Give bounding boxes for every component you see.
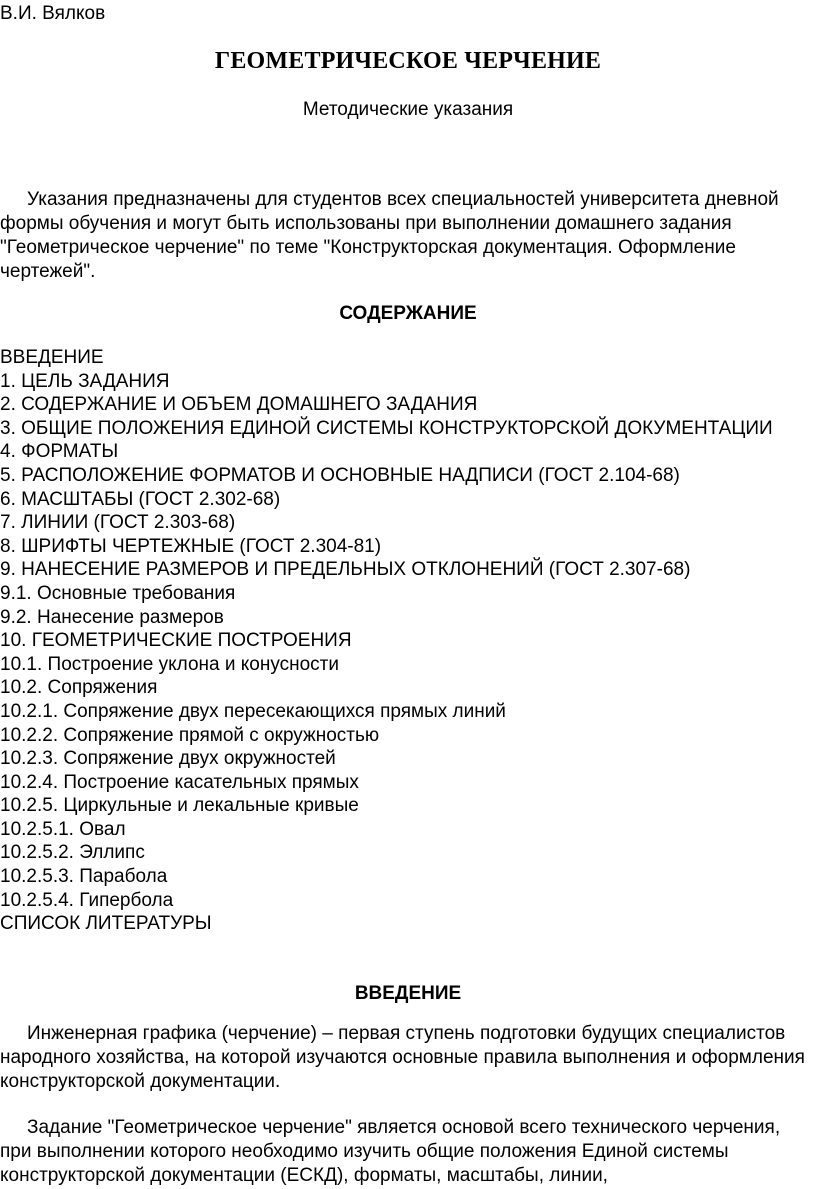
toc-item: 5. РАСПОЛОЖЕНИЕ ФОРМАТОВ И ОСНОВНЫЕ НАДПИСИ (ГОСТ 2.104-68) — [0, 464, 680, 486]
introduction-paragraph-1: Инженерная графика (черчение) – первая ступень подготовки будущих специалистов народного хозяйства, на которой изучаются основные правила выполнения и оформления конструкторской документации. — [0, 1023, 805, 1092]
toc-item: 8. ШРИФТЫ ЧЕРТЕЖНЫЕ (ГОСТ 2.304-81) — [0, 535, 382, 557]
document-title: ГЕОМЕТРИЧЕСКОЕ ЧЕРЧЕНИЕ — [214, 48, 602, 74]
toc-item: 9. НАНЕСЕНИЕ РАЗМЕРОВ И ПРЕДЕЛЬНЫХ ОТКЛОНЕНИЙ (ГОСТ 2.307-68) — [0, 559, 691, 581]
toc-item: 1. ЦЕЛЬ ЗАДАНИЯ — [0, 370, 170, 392]
toc-item: 2. СОДЕРЖАНИЕ И ОБЪЕМ ДОМАШНЕГО ЗАДАНИЯ — [0, 394, 478, 416]
introduction-paragraph-2: Задание "Геометрическое черчение" является основой всего технического черчения, при выполнении которого необходимо изучить общие положения Единой системы конструкторской документации (ЕСКД), форматы, масштабы, линии, — [0, 1117, 781, 1186]
toc-item: 10.2.1. Сопряжение двух пересекающихся прямых линий — [0, 700, 506, 722]
toc-item: 10.2.5.1. Овал — [0, 818, 126, 840]
introduction-heading: ВВЕДЕНИЕ — [354, 983, 462, 1004]
toc-item: 6. МАСШТАБЫ (ГОСТ 2.302-68) — [0, 488, 281, 510]
toc-item: 10.2.5.4. Гипербола — [0, 889, 174, 911]
toc-item: ВВЕДЕНИЕ — [0, 347, 104, 368]
toc-item: 10.2.3. Сопряжение двух окружностей — [0, 748, 336, 770]
toc-item: 3. ОБЩИЕ ПОЛОЖЕНИЯ ЕДИНОЙ СИСТЕМЫ КОНСТРУКТОРСКОЙ ДОКУМЕНТАЦИИ — [0, 417, 773, 439]
toc-item: 10.1. Построение уклона и конусности — [0, 653, 339, 675]
toc-item: 9.2. Нанесение размеров — [0, 606, 224, 628]
intro-paragraph: Указания предназначены для студентов всех специальностей университета дневной формы обучения и могут быть использованы при выполнении домашнего задания "Геометрическое черчение" по теме "Конструкторская документация. Оформление чертежей". — [0, 189, 779, 282]
document-subtitle: Методические указания — [302, 99, 514, 120]
toc-heading: СОДЕРЖАНИЕ — [339, 303, 477, 324]
toc-item: 10. ГЕОМЕТРИЧЕСКИЕ ПОСТРОЕНИЯ — [0, 630, 352, 652]
toc-item: 10.2. Сопряжения — [0, 677, 158, 699]
toc-item: 10.2.5. Циркульные и лекальные кривые — [0, 795, 359, 817]
toc-item: 7. ЛИНИИ (ГОСТ 2.303-68) — [0, 512, 236, 534]
toc-item: 10.2.5.3. Парабола — [0, 866, 168, 888]
toc-item: 10.2.4. Построение касательных прямых — [0, 771, 359, 793]
author-name: В.И. Вялков — [0, 3, 106, 24]
toc-item: 10.2.5.2. Эллипс — [0, 842, 145, 864]
toc-item: СПИСОК ЛИТЕРАТУРЫ — [0, 913, 212, 935]
toc-item: 10.2.2. Сопряжение прямой с окружностью — [0, 724, 380, 746]
table-of-contents — [0, 346, 810, 936]
toc-item: 9.1. Основные требования — [0, 582, 236, 604]
toc-item: 4. ФОРМАТЫ — [0, 441, 119, 463]
